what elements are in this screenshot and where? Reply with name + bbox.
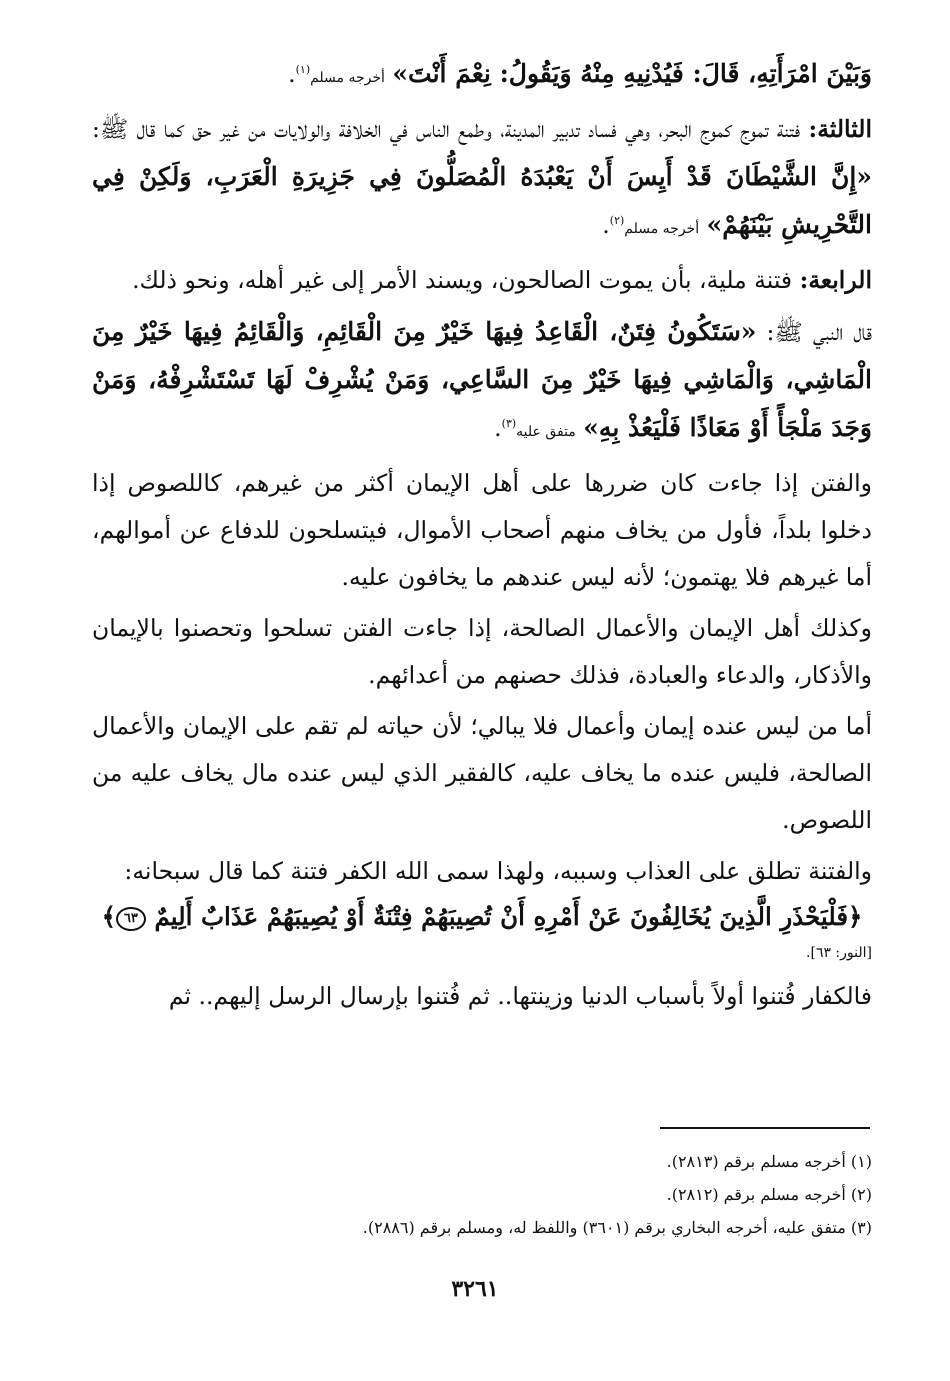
footnote-item: (٣) متفق عليه، أخرجه البخاري برقم (٣٦٠١) واللفظ له، ومسلم برقم (٢٨٨٦). xyxy=(362,1218,872,1237)
quran-verse-text: ﴿فَلْيَحْذَرِ الَّذِينَ يُخَالِفُونَ عَنْ أَمْرِهِ أَنْ تُصِيبَهُمْ فِتْنَةٌ أَوْ يُصِيبَهُمْ عَذَابٌ أَلِيمٌ xyxy=(154,902,863,931)
paragraph-intro: قال النبي ﷺ: xyxy=(766,318,872,346)
paragraph-disbelievers: فالكفار فُتنوا أولاً بأسباب الدنيا وزينتها.. ثم فُتنوا بإرسال الرسل إليهم.. ثم xyxy=(168,982,872,1010)
hadith-text: «إِنَّ الشَّيْطَانَ قَدْ أَيِسَ أَنْ يَعْبُدَهُ الْمُصَلُّونَ فِي جَزِيرَةِ الْعَرَبِ، وَلَكِنْ فِي التَّحْرِيشِ بَيْنَهُمْ» xyxy=(92,162,872,239)
quran-close-bracket: ﴾ xyxy=(101,902,116,931)
paragraph-text: فتنة تموج كموج البحر، وهي فساد تدبير المدينة، وطمع الناس في الخلافة والولايات من غير حق كما قال ﷺ: xyxy=(92,115,801,143)
paragraph-fitna-meaning: والفتنة تطلق على العذاب وسببه، ولهذا سمى الله الكفر فتنة كما قال سبحانه: xyxy=(124,857,872,885)
footnote-marker: (٢) xyxy=(609,214,625,228)
hadith-source: أخرجه مسلم xyxy=(310,70,385,86)
footnote-divider xyxy=(660,1127,870,1129)
hadith-source: أخرجه مسلم xyxy=(624,221,700,237)
paragraph-label: الرابعة: xyxy=(799,266,872,294)
paragraph-fitan-harm: والفتن إذا جاءت كان ضررها على أهل الإيمان أكثر من غيرهم، كاللصوص إذا دخلوا بلداً، فأول من يخاف منهم أصحاب الأموال، فيتسلحون للدفاع عن أموالهم، أما غيرهم فلا يهتمون؛ لأنه ليس عندهم ما يخافون عليه. xyxy=(92,469,872,591)
page-body xyxy=(92,50,872,1024)
footnote-marker: (٣) xyxy=(501,417,517,431)
page-number: ٣٢٦١ xyxy=(451,1276,499,1302)
paragraph-label: الثالثة: xyxy=(808,115,872,143)
footnote-item: (٢) أخرجه مسلم برقم (٢٨١٢). xyxy=(666,1185,872,1204)
paragraph-text: فتنة ملية، بأن يموت الصالحون، ويسند الأمر إلى غير أهله، ونحو ذلك. xyxy=(132,266,793,294)
footnote-item: (١) أخرجه مسلم برقم (٢٨١٣). xyxy=(666,1152,872,1171)
hadith-source: متفق عليه xyxy=(516,424,576,440)
paragraph-hadith-continuation: وَبَيْنَ امْرَأَتِهِ، قَالَ: فَيُدْنِيهِ مِنْهُ وَيَقُولُ: نِعْمَ أَنْتَ» أخرجه مسلم$^{(١)}$. xyxy=(288,59,872,88)
quran-verse xyxy=(92,895,872,939)
paragraph-fourth-fitna xyxy=(92,257,872,304)
paragraph-without-faith: أما من ليس عنده إيمان وأعمال فلا يبالي؛ لأن حياته لم تقم على الإيمان والأعمال الصالحة، فليس عنده ما يخاف عليه، كالفقير الذي ليس عنده مال يخاف عليه من اللصوص. xyxy=(92,712,872,834)
quran-reference: [النور: ٦٣]. xyxy=(806,945,872,961)
paragraph-people-of-faith: وكذلك أهل الإيمان والأعمال الصالحة، إذا جاءت الفتن تسلحوا وتحصنوا بالإيمان والأذكار، والدعاء والعبادة، فذلك حصنهم من أعدائهم. xyxy=(92,614,872,689)
paragraph-third-fitna: الثالثة: فتنة تموج كموج البحر، وهي فساد تدبير المدينة، وطمع الناس في الخلافة والولايات من غير حق كما قال ﷺ: «إِنَّ الشَّيْطَانَ قَدْ أَيِسَ أَنْ يَعْبُدَهُ الْمُصَلُّونَ فِي جَزِيرَةِ الْعَرَبِ، وَلَكِنْ فِي التَّحْرِيشِ بَيْنَهُمْ» أخرجه مسلم$^{(٢)}$. xyxy=(92,115,872,239)
ayah-number: ٦٣ xyxy=(116,907,146,931)
footnotes xyxy=(92,1145,872,1244)
hadith-text: وَبَيْنَ امْرَأَتِهِ، قَالَ: فَيُدْنِيهِ مِنْهُ وَيَقُولُ: نِعْمَ أَنْتَ» xyxy=(392,59,872,88)
footnote-marker: (١) xyxy=(295,63,311,77)
paragraph-prophet-saying: قال النبي ﷺ: «سَتَكُونُ فِتَنٌ، الْقَاعِدُ فِيهَا خَيْرٌ مِنَ الْقَائِمِ، وَالْقَائِمُ فِيهَا خَيْرٌ مِنَ الْمَاشِي، وَالْمَاشِي فِيهَا خَيْرٌ مِنَ السَّاعِي، وَمَنْ يُشْرِفْ لَهَا تَسْتَشْرِفْهُ، وَمَنْ وَجَدَ مَلْجَأً أَوْ مَعَاذًا فَلْيَعُذْ بِهِ» متفق عليه$^{(٣)}$. xyxy=(92,317,872,442)
hadith-text: «سَتَكُونُ فِتَنٌ، الْقَاعِدُ فِيهَا خَيْرٌ مِنَ الْقَائِمِ، وَالْقَائِمُ فِيهَا خَيْرٌ مِنَ الْمَاشِي، وَالْمَاشِي فِيهَا خَيْرٌ مِنَ السَّاعِي، وَمَنْ يُشْرِفْ لَهَا تَسْتَشْرِفْهُ، وَمَنْ وَجَدَ مَلْجَأً أَوْ مَعَاذًا فَلْيَعُذْ بِهِ» xyxy=(92,317,872,442)
